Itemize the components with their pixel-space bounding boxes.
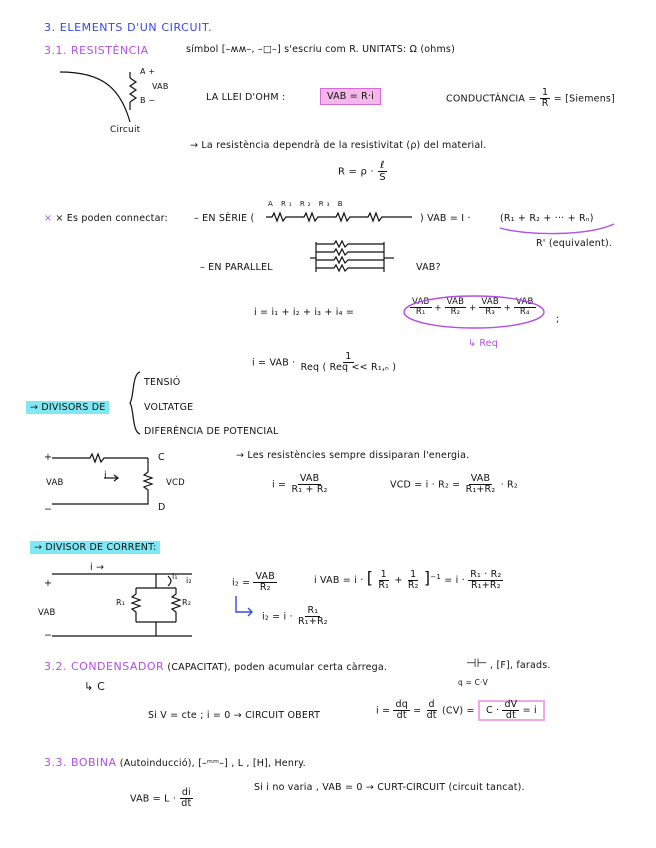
- vd-vcd-formula: VCD = i · R₂ = $\frac{\text{VAB}}{\text{R₁+R₂}}$ · R₂: [390, 473, 518, 496]
- current-divider-label: → DIVISOR DE CORRENT:: [30, 542, 160, 553]
- coil-heading-line: 3.3. BOBINA (Autoinducció), [–ᵐᵐ–] , L , [H], Henry.: [44, 756, 306, 769]
- ohm-law-label: LA LLEI D'OHM :: [206, 92, 286, 103]
- cd-vab: VAB: [38, 608, 56, 618]
- resistance-symbol-text: símbol [–ʍʍ–, –□–] s'escriu com R. UNITATS: Ω (ohms): [186, 44, 455, 55]
- vd-d: D: [158, 502, 166, 513]
- capacitor-current-formula: i = $\frac{dq}{dt}$ = $\frac{d}{dt}$ (CV) = C · $\frac{dV}{dt}$ = i: [376, 700, 545, 722]
- series-nodes: A R₁ R₂ R₃ B: [268, 200, 346, 208]
- vd-current-formula: i = $\frac{\text{VAB}}{\text{R₁ + R₂}}$: [272, 473, 328, 496]
- vd-minus: −: [44, 504, 53, 515]
- cd-i2: i₂: [186, 576, 192, 585]
- capacitor-c-label: ↳ C: [84, 680, 105, 693]
- series-underline: [498, 222, 618, 236]
- resistance-heading: 3.1. RESISTÈNCIA: [44, 44, 149, 57]
- dividers-brace: [128, 370, 142, 436]
- vd-vab: VAB: [46, 478, 64, 488]
- connect-label: × × Es poden connectar:: [44, 213, 168, 224]
- cd-minus: −: [44, 630, 53, 641]
- resistivity-formula: R = ρ · $\frac{\text{ℓ}}{S}$: [338, 160, 386, 183]
- coil-voltage-formula: VAB = L · $\frac{di}{dt}$: [130, 787, 192, 810]
- vd-c: C: [158, 452, 165, 463]
- capacitor-unit: , [F], farads.: [490, 660, 551, 671]
- cd-vab-formula: i VAB = i · [ $\frac{1}{\text{R₁}}$ + $\frac{1}{\text{R₂}}$ ]$^{-1}$ = i · $\frac{\text{R₁ · R₂}}{\text{R₁+R₂}}$: [314, 568, 502, 591]
- coil-short-circuit-note: Si i no varia , VAB = 0 → CURT-CIRCUIT (circuit tancat).: [254, 782, 525, 793]
- divider-item-tensio: TENSIÓ: [144, 377, 181, 388]
- ohm-law-formula: VAB = R·i: [320, 88, 381, 105]
- label-b-minus: B −: [140, 96, 156, 105]
- vd-vcd: VCD: [166, 478, 185, 488]
- series-resistors-sketch: [266, 210, 416, 224]
- divider-item-voltatge: VOLTATGE: [144, 402, 194, 413]
- req-arrow: ↳ Req: [468, 338, 499, 349]
- cd-i2-formula: i₂ = $\frac{\text{VAB}}{\text{R₂}}$: [232, 571, 275, 594]
- current-req-formula: i = VAB · $\frac{1}{\text{Req ( Req << R₁,ₙ )}}$: [252, 351, 397, 374]
- conductance-formula: CONDUCTÀNCIA = $\frac{1}{R}$ = [Siemens]: [446, 87, 615, 110]
- current-sum: i = i₁ + i₂ + i₃ + i₄ =: [254, 307, 355, 318]
- vd-i: i: [104, 470, 107, 481]
- dividers-label: → DIVISORS DE: [26, 402, 109, 413]
- voltage-divider-sketch: [52, 450, 162, 512]
- current-sum-fractions: $\frac{\text{VAB}}{\text{R₁}}$ + $\frac{\text{VAB}}{\text{R₂}}$ + $\frac{\text{VAB}}{\text{R₃}}$ + $\frac{\text{VAB}}{\text{R₄}}$: [412, 297, 534, 318]
- label-a-plus: A +: [140, 67, 156, 76]
- capacitor-boxed-formula: C · $\frac{dV}{dt}$ = i: [478, 700, 545, 721]
- series-formula-left: ) VAB = I ·: [420, 213, 471, 224]
- dissipation-note: → Les resistències sempre dissiparan l'energia.: [236, 450, 470, 461]
- label-circuit: Circuit: [110, 125, 141, 135]
- cd-i2-bottom-formula: i₂ = i · $\frac{\text{R₁}}{\text{R₁+R₂}}$: [262, 605, 328, 628]
- section-title: 3. ELEMENTS D'UN CIRCUIT.: [44, 21, 213, 34]
- parallel-resistors-sketch: [310, 238, 400, 278]
- resistivity-note: → La resistència dependrà de la resistivitat (ρ) del material.: [190, 140, 487, 151]
- capacitor-q-formula: q = C·V: [458, 678, 488, 687]
- cd-r2: R₂: [182, 598, 192, 607]
- cd-plus: +: [44, 578, 53, 589]
- current-sum-ellipse: [402, 294, 552, 334]
- series-label: – EN SÈRIE (: [194, 213, 255, 224]
- divider-item-diferencia: DIFERÈNCIA DE POTENCIAL: [144, 426, 279, 437]
- vd-plus: +: [44, 452, 53, 463]
- current-sum-tail: ;: [556, 314, 560, 325]
- capacitor-open-circuit: Si V = cte ; i = 0 → CIRCUIT OBERT: [148, 710, 321, 721]
- cd-r1: R₁: [116, 598, 126, 607]
- parallel-vab: VAB?: [416, 262, 441, 273]
- parallel-label: – EN PARALLEL: [200, 262, 273, 273]
- series-formula-right: (R₁ + R₂ + ··· + Rₙ): [500, 213, 594, 224]
- cd-blue-arrow: [232, 596, 256, 618]
- cd-i1: i₁: [172, 572, 178, 581]
- label-vab: VAB: [152, 82, 169, 91]
- cd-i-arrow: i →: [90, 562, 105, 573]
- req-equivalent: R' (equivalent).: [536, 238, 613, 249]
- capacitor-heading-line: 3.2. CONDENSADOR (CAPACITAT), poden acumular certa càrrega.: [44, 660, 388, 673]
- capacitor-symbol: ⊣⊢: [466, 656, 488, 670]
